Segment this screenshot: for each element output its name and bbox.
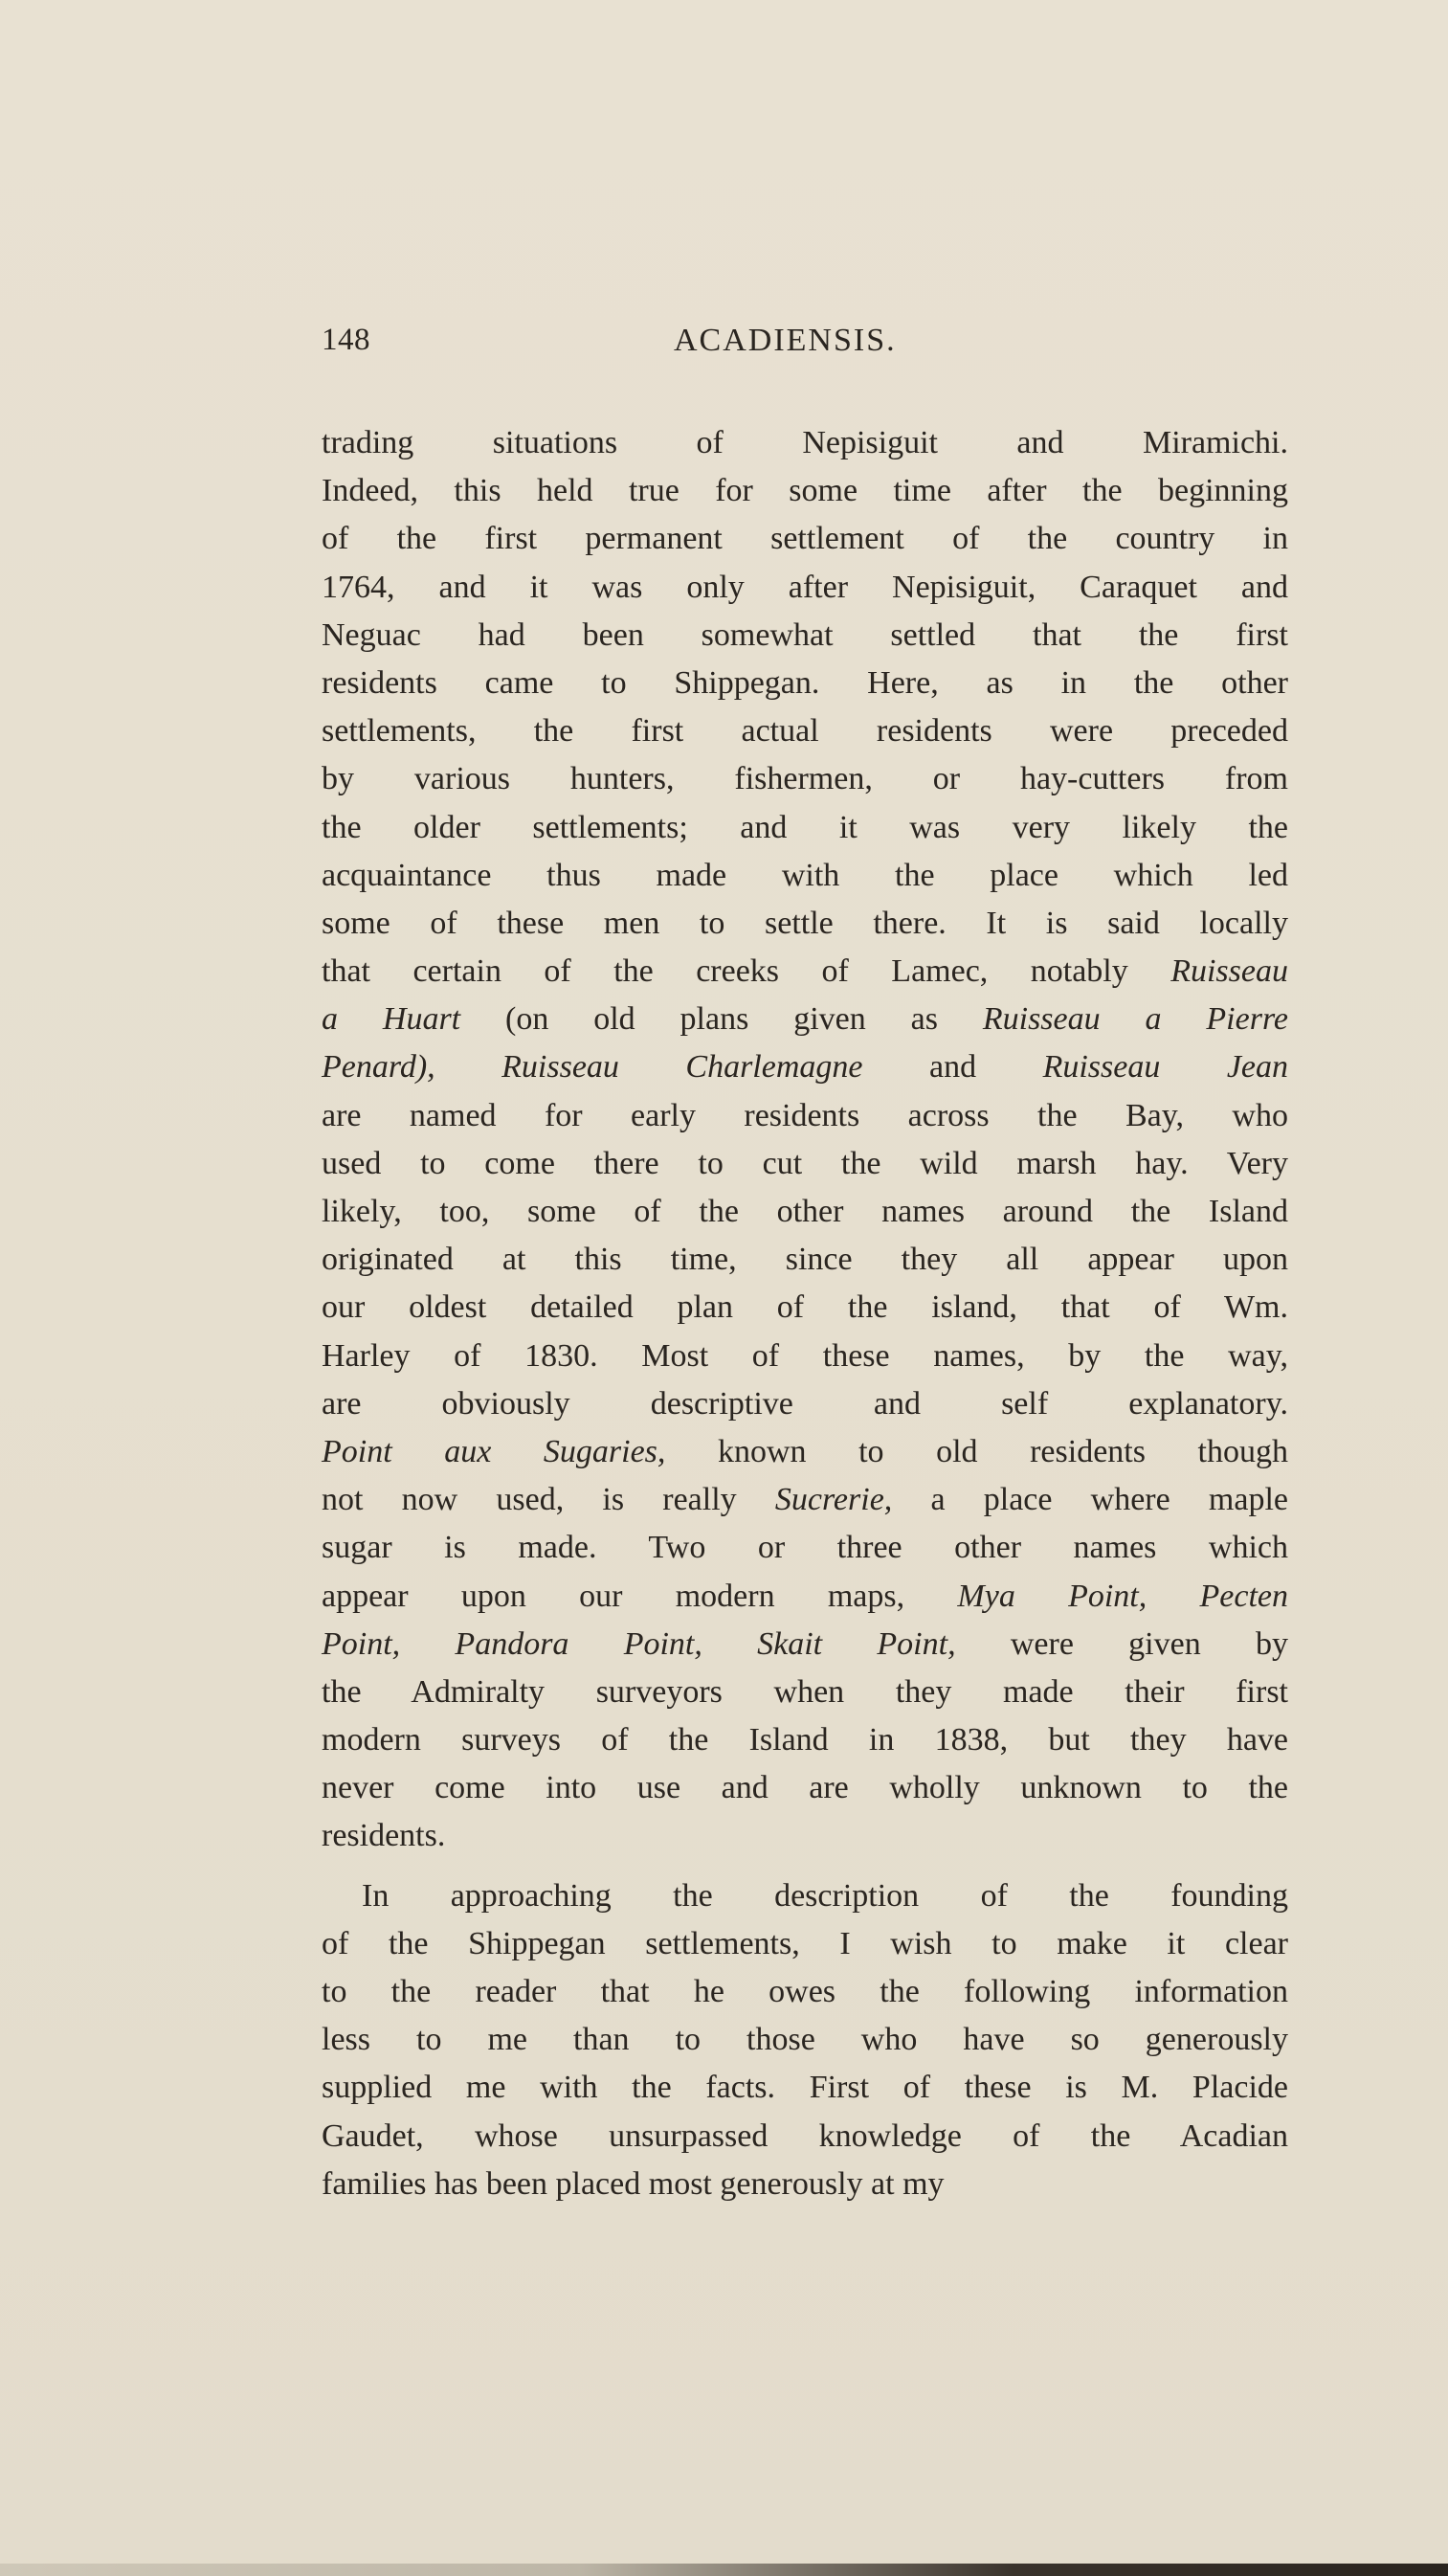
text-line: Penard), Ruisseau Charlemagne and Ruisseau Jean <box>322 1049 1289 1086</box>
text-line: of the first permanent settlement of the country in <box>322 521 1288 557</box>
text-line: are named for early residents across the Bay, who <box>322 1097 1288 1133</box>
text-line: sugar is made. Two or three other names which <box>322 1530 1288 1566</box>
text-line: residents. <box>322 1818 446 1854</box>
text-line: less to me than to those who have so generously <box>322 2022 1288 2058</box>
text-line: Indeed, this held true for some time after the beginning <box>322 473 1288 509</box>
text-line: our oldest detailed plan of the island, that of Wm. <box>322 1289 1288 1326</box>
italic-text: Ruisseau a Pierre <box>982 1001 1288 1038</box>
page-edge-shadow <box>0 2564 1448 2576</box>
text-line: Harley of 1830. Most of these names, by the way, <box>322 1337 1288 1374</box>
paragraph-1 <box>322 419 1288 1861</box>
text-line: trading situations of Nepisiguit and Miramichi. <box>322 425 1288 460</box>
italic-text: Ruisseau <box>1170 953 1288 990</box>
text-line: acquaintance thus made with the place which led <box>322 857 1288 893</box>
text-line: modern surveys of the Island in 1838, but they have <box>322 1722 1288 1758</box>
text-line: settlements, the first actual residents were preceded <box>322 713 1288 750</box>
text-line: to the reader that he owes the following information <box>322 1974 1288 2009</box>
text-line: that certain of the creeks of Lamec, notably Ruisseau <box>322 953 1288 990</box>
text-line: Point aux Sugaries, known to old residents though <box>322 1433 1288 1469</box>
text-line: some of these men to settle there. It is said locally <box>322 905 1288 941</box>
text-line: Point, Pandora Point, Skait Point, were given by <box>322 1625 1288 1662</box>
text-line: by various hunters, fishermen, or hay-cutters from <box>322 761 1288 797</box>
text-line: 1764, and it was only after Nepisiguit, Caraquet and <box>322 569 1288 605</box>
text-line: likely, too, some of the other names around the Island <box>322 1194 1288 1229</box>
italic-text: Point, Pandora Point, Skait Point, <box>322 1625 956 1662</box>
text-line: the Admiralty surveyors when they made their first <box>322 1673 1288 1710</box>
text-line: families has been placed most generously at my <box>322 2165 945 2202</box>
text-line: supplied me with the facts. First of these is M. Placide <box>322 2070 1288 2106</box>
text-line: Gaudet, whose unsurpassed knowledge of the Acadian <box>322 2117 1288 2154</box>
page-number: 148 <box>322 323 370 357</box>
text-line: not now used, is really Sucrerie, a place where maple <box>322 1482 1288 1518</box>
running-head: ACADIENSIS. <box>674 323 897 358</box>
italic-text: Mya Point, Pecten <box>957 1578 1289 1614</box>
text-line: never come into use and are wholly unknown to the <box>322 1770 1288 1806</box>
text-line: a Huart (on old plans given as Ruisseau a Pierre <box>322 1001 1288 1038</box>
italic-text: Point aux Sugaries, <box>322 1433 666 1469</box>
body-text <box>322 419 1288 2208</box>
text-line: originated at this time, since they all appear upon <box>322 1242 1288 1278</box>
text-line: are obviously descriptive and self explanatory. <box>322 1385 1288 1422</box>
text-line: residents came to Shippegan. Here, as in the other <box>322 664 1288 701</box>
text-line: Neguac had been somewhat settled that the first <box>322 616 1288 653</box>
paragraph-2 <box>322 1872 1288 2208</box>
italic-text: Ruisseau Jean <box>1042 1049 1289 1086</box>
page-header <box>322 323 1286 370</box>
text-line: used to come there to cut the wild marsh hay. Very <box>322 1145 1288 1181</box>
text-line: In approaching the description of the founding <box>362 1877 1288 1914</box>
italic-text: Penard), Ruisseau Charlemagne <box>322 1049 863 1086</box>
text-line: of the Shippegan settlements, I wish to make it clear <box>322 1925 1288 1961</box>
text-line: the older settlements; and it was very likely the <box>322 809 1288 845</box>
italic-text: a Huart <box>322 1001 461 1038</box>
italic-text: Sucrerie, <box>774 1482 893 1518</box>
text-line: appear upon our modern maps, Mya Point, Pecten <box>322 1578 1289 1614</box>
